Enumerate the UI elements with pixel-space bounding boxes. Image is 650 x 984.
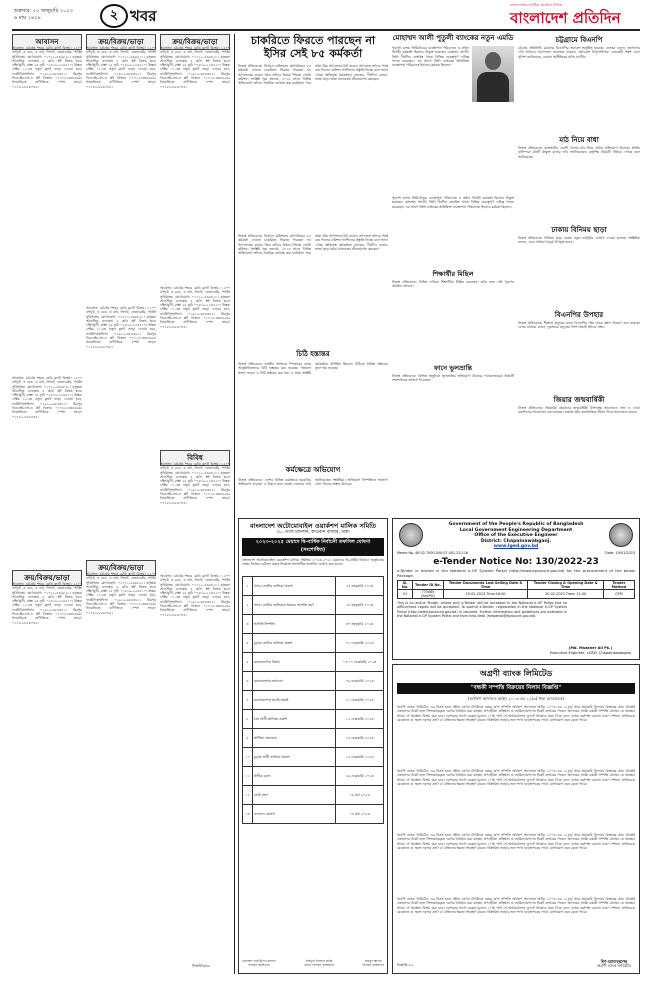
table-cell: ১১ ফেব্রুয়ারি ২০২৩ <box>336 691 384 710</box>
bank-ref: বিজ্ঞপ্তি-৫২ <box>397 963 414 967</box>
lged-tender-table <box>397 580 635 599</box>
table-cell: ০৫-০৭ ফেব্রুয়ারি ২০২৩ <box>336 653 384 672</box>
table-row <box>243 729 384 748</box>
bank-signer: উপ-মহাব্যবস্থাপক <box>600 958 628 964</box>
classified-col-2c: আবাসন: চট্টগ্রাম শহরে রেডি ফ্ল্যাট বিক্রয়। ১২০০ বর্গফুট, ৩ বেড, ৩ বাথ, লিফট, জেনারেটর, পার্কিং সুবিধাসহ। যোগাযোগ: ০১৭১১-৫৪৬৮২১। বসুন্ধরা আবাসিক এলাকায় ৫ কাঠা প্লট বিক্রয় হবে। দক্ষিণমুখী, রাস্তা ২৫ ফুট। ০১৮১৯-২২৪৫১০। উত্তরা সেক্টর ১১-তে নতুন ফ্ল্যাট ভাড়া দেওয়া হবে, ফ্যামিলি/অফিস। ০১৯১২-৬৮৪৩২১। মিরপুর ডিওএইচএস-এ প্লট বিক্রয়। ০১৭১৫-৩৩৪৫৬৬। ধানমন্ডিতে বাণিজ্যিক স্পেস ভাড়া। ০১৭৫২-৮৮৯০৪৫। <box>86 572 156 615</box>
table-cell: OTM <box>603 590 634 599</box>
table-cell: ১৫ ফেব্রুয়ারি ২০২৩ <box>336 748 384 767</box>
lged-logo-right <box>609 523 633 547</box>
table-row <box>243 691 384 710</box>
classified-col-2a: আবাসন: চট্টগ্রাম শহরে রেডি ফ্ল্যাট বিক্রয়। ১২০০ বর্গফুট, ৩ বেড, ৩ বাথ, লিফট, জেনারেটর, পার্কিং সুবিধাসহ। যোগাযোগ: ০১৭১১-৫৪৬৮২১। বসুন্ধরা আবাসিক এলাকায় ৫ কাঠা প্লট বিক্রয় হবে। দক্ষিণমুখী, রাস্তা ২৫ ফুট। ০১৮১৯-২২৪৫১০। উত্তরা সেক্টর ১১-তে নতুন ফ্ল্যাট ভাড়া দেওয়া হবে, ফ্যামিলি/অফিস। ০১৯১২-৬৮৪৩২১। মিরপুর ডিওএইচএস-এ প্লট বিক্রয়। ০১৭১৫-৩৩৪৫৬৬। ধানমন্ডিতে বাণিজ্যিক স্পেস ভাড়া। ০১৭৫২-৮৮৯০৪৫। <box>86 46 156 89</box>
table-cell: ৪ <box>243 634 253 653</box>
table-row <box>243 767 384 786</box>
table-header-row <box>398 581 635 590</box>
table-cell: ২৫ জানুয়ারি ২০২৩ <box>336 577 384 596</box>
association-title-1: বাংলাদেশ অটোমোবাইল ওয়ার্কশপ মালিক সমিতি <box>249 522 376 530</box>
table-header: Tender ID No. <box>413 581 443 590</box>
table-cell: প্রার্থিতা প্রত্যাহার <box>252 729 335 748</box>
table-cell: ১২ <box>243 786 253 805</box>
mid-story-1-head: শিক্ষার্থীর মিছিল <box>432 270 474 278</box>
right-story-2-head: মাঠ নিয়ে বাধা <box>559 136 599 144</box>
table-cell: প্রতীক বরাদ্দ <box>252 767 335 786</box>
table-cell: ১১ <box>243 767 253 786</box>
page-number-badge: ২ <box>100 4 128 28</box>
main-story-body: নিজস্ব প্রতিবেদক: নির্বাচন কমিশনের মাঠপর্যায়ের ৮৫ কর্মকর্তা এখনো চাকরিতে ফিরতে পারছেন না। আদালতের রায়ের পরও তাঁদের বিষয়ে সিদ্ধান্ত দেয়নি কমিশন। সংশ্লিষ্ট সূত্র জানায়, ২০১৮ সালে বিভিন্ন অভিযোগে তাঁদের সাময়িক বরখাস্ত করা হয়েছিল। পরে তাঁরা উচ্চ আদালতে রিট করেন। আদালত তাঁদের পক্ষে রায় দিলেও কমিশন আপিলের প্রস্তুতি নিচ্ছে বলে জানা গেছে। ক্ষতিগ্রস্ত কর্মকর্তারা বলছেন, দীর্ঘদিন বেতন-ভাতা ছাড়া তাঁরা মানবেতর জীবনযাপন করছেন। <box>238 64 388 86</box>
profile-photo <box>472 46 514 102</box>
table-cell: 20-02-2023 Time: 11:00 <box>528 590 603 599</box>
table-cell: আপত্তি নিষ্পত্তি <box>252 615 335 634</box>
table-row <box>243 596 384 615</box>
bank-subtitle-2: (অর্থঋণ আদালত আইন ২০০৩ এর ১২(৩) ধারা মোতাবেক) <box>468 696 564 701</box>
table-row <box>243 672 384 691</box>
right-story-3-body: নিজস্ব প্রতিবেদক: বিনিময় ছাড়া ঢাকায় নতুন কর্মসূচির ঘোষণা দেওয়া হয়েছে। সংশ্লিষ্টরা বলেন, এতে সাধারণ মানুষ উপকৃত হবেন। <box>518 236 640 245</box>
right-story-1-head: চট্টগ্রামে বিএনপি <box>555 36 603 44</box>
table-row <box>243 615 384 634</box>
table-cell: ৮ <box>243 710 253 729</box>
table-cell: ৬ <box>243 672 253 691</box>
bank-body-3: অগ্রণী ব্যাংক লিমিটেড এর নিকট হতে গৃহীত ঋণের বিপরীতে বন্ধক রাখা সম্পত্তি অর্থঋণ আদালত আইন ২০০৩ এর ১২(৩) ধারা অনুযায়ী নিলামে বিক্রয়ের জন্য আগ্রহী ক্রেতাদের নিকট হতে সিলমোহরকৃত দরপত্র আহ্বান করা যাচ্ছে। ঋণগ্রহীতা প্রতিষ্ঠান ও জামিনদারগণের নিকট ব্যাংকের পাওনা আদায়ের লক্ষ্যে বন্ধকী সম্পত্তি যেখানে যে অবস্থায় আছে সে অবস্থায় বিক্রয় করা হবে। দরপত্রের সাথে দরকৃত মূল্যের ১০% অর্থ পে-অর্ডার/ব্যাংক ড্রাফট আকারে জমা দিতে হবে। ব্যাংক কর্তৃপক্ষ কোনো কারণ দর্শানো ব্যতিরেকে যেকোনো বা সকল দরপত্র গ্রহণ বা বাতিলের ক্ষমতা সংরক্ষণ করেন। বিস্তারিত তথ্যের জন্য শাখা ব্যবস্থাপকের সাথে যোগাযোগ করা যেতে পারে। <box>397 833 635 850</box>
masthead-rule <box>12 29 640 31</box>
association-schedule-table <box>242 576 384 824</box>
association-sig-1: মোহাম্মদ সফিউদ্দিন রহমান <box>242 959 276 963</box>
table-cell: ৫ <box>243 653 253 672</box>
table-cell: 775465 (SecPIII) <box>413 590 443 599</box>
lged-line-2: Local Government Engineering Department <box>459 527 573 533</box>
association-sig-3-title: নির্বাচন কমিশনার <box>362 963 384 967</box>
right-story-5-body: নিজস্ব প্রতিবেদক: জিয়াউর রহমানের জন্মবার্ষিকী উপলক্ষে আলোচনা সভা ও দোয়া মাহফিলের আয়োজন করা হয়েছে। বক্তারা তাঁর রাজনৈতিক জীবন নিয়ে আলোচনা করেন। <box>518 406 640 415</box>
main-story-body-cont: নিজস্ব প্রতিবেদক: নির্বাচন কমিশনের মাঠপর্যায়ের ৮৫ কর্মকর্তা এখনো চাকরিতে ফিরতে পারছেন না। আদালতের রায়ের পরও তাঁদের বিষয়ে সিদ্ধান্ত দেয়নি কমিশন। সংশ্লিষ্ট সূত্র জানায়, ২০১৮ সালে বিভিন্ন অভিযোগে তাঁদের সাময়িক বরখাস্ত করা হয়েছিল। পরে তাঁরা উচ্চ আদালতে রিট করেন। আদালত তাঁদের পক্ষে রায় দিলেও কমিশন আপিলের প্রস্তুতি নিচ্ছে বলে জানা গেছে। ক্ষতিগ্রস্ত কর্মকর্তারা বলছেন, দীর্ঘদিন বেতন-ভাতা ছাড়া তাঁরা মানবেতর জীবনযাপন করছেন। <box>238 234 388 256</box>
classified-col-3c: আবাসন: চট্টগ্রাম শহরে রেডি ফ্ল্যাট বিক্রয়। ১২০০ বর্গফুট, ৩ বেড, ৩ বাথ, লিফট, জেনারেটর, পার্কিং সুবিধাসহ। যোগাযোগ: ০১৭১১-৫৪৬৮২১। বসুন্ধরা আবাসিক এলাকায় ৫ কাঠা প্লট বিক্রয় হবে। দক্ষিণমুখী, রাস্তা ২৫ ফুট। ০১৮১৯-২২৪৫১০। উত্তরা সেক্টর ১১-তে নতুন ফ্ল্যাট ভাড়া দেওয়া হবে, ফ্যামিলি/অফিস। ০১৯১২-৬৮৪৩২১। মিরপুর ডিওএইচএস-এ প্লট বিক্রয়। ০১৭১৫-৩৩৪৫৬৬। ধানমন্ডিতে বাণিজ্যিক স্পেস ভাড়া। ০১৭৫২-৮৮৯০৪৫। <box>160 462 230 505</box>
mid-story-2-body: নিজস্ব প্রতিবেদক: বিভিন্ন অনুষ্ঠানে ভুলভ্রান্তির অভিযোগ উঠেছে। আয়োজকেরা বিষয়টি সংশোধনের আশ্বাস দিয়েছেন। <box>392 374 514 383</box>
table-header: Tender Documents Last Selling Date & Time <box>443 581 528 590</box>
table-cell: চূড়ান্ত ভোটার তালিকা প্রকাশ <box>252 634 335 653</box>
small-story-body: নিজস্ব প্রতিবেদক: দেশের বিভিন্ন কর্মক্ষেত্রে হয়রানির অভিযোগ বাড়ছে। এ বিষয়ে দ্রুত ব্যবস্থা নেওয়ার দাবি জানিয়েছেন সংশ্লিষ্টরা। অভিযোগ নিষ্পত্তিতে আলাদা সেল গঠনের প্রস্তাব উঠেছে। <box>238 478 388 487</box>
mid-story-body: নিজস্ব প্রতিবেদক: জাতীয় সংসদের স্পিকারের কাছে আনুষ্ঠানিকভাবে চিঠি হস্তান্তর করা হয়েছে। গতকাল সংসদ ভবনে এ চিঠি হস্তান্তর করা হয়। এ সময় সংশ্লিষ্ট কর্মকর্তারা উপস্থিত ছিলেন। চিঠিতে বিভিন্ন প্রস্তাবনা তুলে ধরা হয়েছে। <box>238 362 388 375</box>
classified-col-1a: আবাসন: চট্টগ্রাম শহরে রেডি ফ্ল্যাট বিক্রয়। ১২০০ বর্গফুট, ৩ বেড, ৩ বাথ, লিফট, জেনারেটর, পার্কিং সুবিধাসহ। যোগাযোগ: ০১৭১১-৫৪৬৮২১। বসুন্ধরা আবাসিক এলাকায় ৫ কাঠা প্লট বিক্রয় হবে। দক্ষিণমুখী, রাস্তা ২৫ ফুট। ০১৮১৯-২২৪৫১০। উত্তরা সেক্টর ১১-তে নতুন ফ্ল্যাট ভাড়া দেওয়া হবে, ফ্যামিলি/অফিস। ০১৯১২-৬৮৪৩২১। মিরপুর ডিওএইচএস-এ প্লট বিক্রয়। ০১৭১৫-৩৩৪৫৬৬। ধানমন্ডিতে বাণিজ্যিক স্পেস ভাড়া। ০১৭৫২-৮৮৯০৪৫। <box>12 46 82 89</box>
table-cell: ৯ <box>243 729 253 748</box>
lged-intro: e-Tender is invited in the National e-GP System Portal (http://www.eprocure.gov.bd) for the procurement of the below Package. <box>397 568 635 578</box>
profile-column <box>392 34 514 514</box>
profile-headline: মোহাম্মদ আলী পুতুলী ব্যাংকের নতুন এমডি <box>392 34 514 42</box>
right-story-4-body: নিজস্ব প্রতিবেদক: শীতার্ত মানুষের মাঝে বিএনপির পক্ষ থেকে কম্বল বিতরণ করা হয়েছে। দলের নেতারা বলেন, দুঃসময়ে মানুষের পাশে থাকাই তাঁদের লক্ষ্য। <box>518 321 640 330</box>
association-sig-1-title: নির্বাচন কমিশনার <box>248 963 270 967</box>
table-row <box>243 577 384 596</box>
lged-signer: (Md. Mazaher Ali Pk.) <box>568 646 613 651</box>
table-row <box>398 590 635 599</box>
lged-line-1: Government of the People's Republic of Bangladesh <box>448 522 584 527</box>
classified-head-4: ক্রয়/বিক্রয়/ভাড়া <box>12 570 82 586</box>
lged-line-3: Office of the Executive Engineer <box>474 533 558 539</box>
table-cell: মনোনয়নপত্র জমাদান <box>252 672 335 691</box>
table-cell: 19-02-2023 Time:16:00 <box>443 590 528 599</box>
classified-col-2b: আবাসন: চট্টগ্রাম শহরে রেডি ফ্ল্যাট বিক্রয়। ১২০০ বর্গফুট, ৩ বেড, ৩ বাথ, লিফট, জেনারেটর, পার্কিং সুবিধাসহ। যোগাযোগ: ০১৭১১-৫৪৬৮২১। বসুন্ধরা আবাসিক এলাকায় ৫ কাঠা প্লট বিক্রয় হবে। দক্ষিণমুখী, রাস্তা ২৫ ফুট। ০১৮১৯-২২৪৫১০। উত্তরা সেক্টর ১১-তে নতুন ফ্ল্যাট ভাড়া দেওয়া হবে, ফ্যামিলি/অফিস। ০১৯১২-৬৮৪৩২১। মিরপুর ডিওএইচএস-এ প্লট বিক্রয়। ০১৭১৫-৩৩৪৫৬৬। ধানমন্ডিতে বাণিজ্যিক স্পেস ভাড়া। ০১৭৫২-৮৮৯০৪৫। <box>86 306 156 349</box>
lged-title: e-Tender Notice No: 130/2022-23 <box>433 556 599 567</box>
table-cell: খসড়া ভোটার তালিকা প্রকাশ <box>252 577 335 596</box>
table-row <box>243 805 384 824</box>
table-header: Tender Closing & Opening Date & Time <box>528 581 603 590</box>
table-row <box>243 748 384 767</box>
table-row <box>243 786 384 805</box>
lged-line-4: District: Chapainawabganj. <box>480 538 552 544</box>
classified-col-3b: আবাসন: চট্টগ্রাম শহরে রেডি ফ্ল্যাট বিক্রয়। ১২০০ বর্গফুট, ৩ বেড, ৩ বাথ, লিফট, জেনারেটর, পার্কিং সুবিধাসহ। যোগাযোগ: ০১৭১১-৫৪৬৮২১। বসুন্ধরা আবাসিক এলাকায় ৫ কাঠা প্লট বিক্রয় হবে। দক্ষিণমুখী, রাস্তা ২৫ ফুট। ০১৮১৯-২২৪৫১০। উত্তরা সেক্টর ১১-তে নতুন ফ্ল্যাট ভাড়া দেওয়া হবে, ফ্যামিলি/অফিস। ০১৯১২-৬৮৪৩২১। মিরপুর ডিওএইচএস-এ প্লট বিক্রয়। ০১৭১৫-৩৩৪৫৬৬। ধানমন্ডিতে বাণিজ্যিক স্পেস ভাড়া। ০১৭৫২-৮৮৯০৪৫। <box>160 286 230 329</box>
bank-body: অগ্রণী ব্যাংক লিমিটেড এর নিকট হতে গৃহীত ঋণের বিপরীতে বন্ধক রাখা সম্পত্তি অর্থঋণ আদালত আইন ২০০৩ এর ১২(৩) ধারা অনুযায়ী নিলামে বিক্রয়ের জন্য আগ্রহী ক্রেতাদের নিকট হতে সিলমোহরকৃত দরপত্র আহ্বান করা যাচ্ছে। ঋণগ্রহীতা প্রতিষ্ঠান ও জামিনদারগণের নিকট ব্যাংকের পাওনা আদায়ের লক্ষ্যে বন্ধকী সম্পত্তি যেখানে যে অবস্থায় আছে সে অবস্থায় বিক্রয় করা হবে। দরপত্রের সাথে দরকৃত মূল্যের ১০% অর্থ পে-অর্ডার/ব্যাংক ড্রাফট আকারে জমা দিতে হবে। ব্যাংক কর্তৃপক্ষ কোনো কারণ দর্শানো ব্যতিরেকে যেকোনো বা সকল দরপত্র গ্রহণ বা বাতিলের ক্ষমতা সংরক্ষণ করেন। বিস্তারিত তথ্যের জন্য শাখা ব্যবস্থাপকের সাথে যোগাযোগ করা যেতে পারে। <box>397 705 635 722</box>
table-cell: ১ <box>243 577 253 596</box>
table-cell: খসড়া ভোটার তালিকার বিরুদ্ধে আপত্তি গ্রহণ <box>252 596 335 615</box>
association-title-3: ২০২৩-২০২৫ মেয়াদে দ্বি-বার্ষিক নির্বাচনী তফসিল ঘোষণা (সংশোধিত) <box>242 538 384 556</box>
classified-head-3: ক্রয়/বিক্রয়/ভাড়া <box>160 34 230 50</box>
classified-head-1: আবাসন <box>12 34 82 50</box>
classified-head-5: ক্রয়/বিক্রয়/ভাড়া <box>86 560 156 576</box>
table-cell: 01 <box>398 590 413 599</box>
headline-main: চাকরিতে ফিরতে পারছেন না ইসির সেই ৮৫ কর্মকর্তা <box>250 34 376 60</box>
association-sig-2-title: প্রধান নির্বাচন কমিশনার <box>304 963 334 967</box>
bank-body-4: অগ্রণী ব্যাংক লিমিটেড এর নিকট হতে গৃহীত ঋণের বিপরীতে বন্ধক রাখা সম্পত্তি অর্থঋণ আদালত আইন ২০০৩ এর ১২(৩) ধারা অনুযায়ী নিলামে বিক্রয়ের জন্য আগ্রহী ক্রেতাদের নিকট হতে সিলমোহরকৃত দরপত্র আহ্বান করা যাচ্ছে। ঋণগ্রহীতা প্রতিষ্ঠান ও জামিনদারগণের নিকট ব্যাংকের পাওনা আদায়ের লক্ষ্যে বন্ধকী সম্পত্তি যেখানে যে অবস্থায় আছে সে অবস্থায় বিক্রয় করা হবে। দরপত্রের সাথে দরকৃত মূল্যের ১০% অর্থ পে-অর্ডার/ব্যাংক ড্রাফট আকারে জমা দিতে হবে। ব্যাংক কর্তৃপক্ষ কোনো কারণ দর্শানো ব্যতিরেকে যেকোনো বা সকল দরপত্র গ্রহণ বা বাতিলের ক্ষমতা সংরক্ষণ করেন। বিস্তারিত তথ্যের জন্য শাখা ব্যবস্থাপকের সাথে যোগাযোগ করা যেতে পারে। <box>397 897 635 914</box>
lged-logo <box>399 523 423 547</box>
association-notice <box>238 518 388 974</box>
table-cell: ফলাফল ঘোষণা <box>252 805 335 824</box>
association-title-2: ২৮, তাজ ম্যানশন, কাওরান বাজার, ঢাকা <box>276 530 350 535</box>
table-header: Tender Method <box>603 581 634 590</box>
table-cell: ১৪ ফেব্রুয়ারি ২০২৩ <box>336 729 384 748</box>
association-sig-3: মাহবুব আলম <box>364 959 382 963</box>
table-row <box>243 710 384 729</box>
lged-tender-notice <box>392 518 640 660</box>
table-cell: ৩ <box>243 615 253 634</box>
paper-name-logo: বাংলাদেশ প্রতিদিন <box>510 9 621 27</box>
bank-title: অগ্রণী ব্যাংক লিমিটেড <box>479 669 553 678</box>
table-row <box>243 634 384 653</box>
table-cell: ১২ ফেব্রুয়ারি ২০২৩ <box>336 710 384 729</box>
table-cell: মনোনয়নপত্র বিক্রয় <box>252 653 335 672</box>
table-cell: চূড়ান্ত প্রার্থী তালিকা প্রকাশ <box>252 748 335 767</box>
table-cell: ৭ <box>243 691 253 710</box>
classified-col-1b: আবাসন: চট্টগ্রাম শহরে রেডি ফ্ল্যাট বিক্রয়। ১২০০ বর্গফুট, ৩ বেড, ৩ বাথ, লিফট, জেনারেটর, পার্কিং সুবিধাসহ। যোগাযোগ: ০১৭১১-৫৪৬৮২১। বসুন্ধরা আবাসিক এলাকায় ৫ কাঠা প্লট বিক্রয় হবে। দক্ষিণমুখী, রাস্তা ২৫ ফুট। ০১৮১৯-২২৪৫১০। উত্তরা সেক্টর ১১-তে নতুন ফ্ল্যাট ভাড়া দেওয়া হবে, ফ্যামিলি/অফিস। ০১৯১২-৬৮৪৩২১। মিরপুর ডিওএইচএস-এ প্লট বিক্রয়। ০১৭১৫-৩৩৪৫৬৬। ধানমন্ডিতে বাণিজ্যিক স্পেস ভাড়া। ০১৭৫২-৮৮৯০৪৫। <box>12 376 82 419</box>
classified-divider <box>234 34 235 974</box>
paper-tagline: বাংলাদেশের সর্বাধিক প্রচারিত দৈনিক <box>510 3 562 7</box>
right-story-4-head: বিএনপির উপহার <box>554 311 604 319</box>
table-cell: ২ <box>243 596 253 615</box>
classified-area <box>12 34 230 974</box>
table-cell: ০৪ মার্চ ২০২৩ <box>336 786 384 805</box>
table-cell: ০১ ফেব্রুয়ারি ২০২৩ <box>336 634 384 653</box>
table-cell: ১০ <box>243 748 253 767</box>
table-row <box>243 653 384 672</box>
classified-col-1c: আবাসন: চট্টগ্রাম শহরে রেডি ফ্ল্যাট বিক্রয়। ১২০০ বর্গফুট, ৩ বেড, ৩ বাথ, লিফট, জেনারেটর, পার্কিং সুবিধাসহ। যোগাযোগ: ০১৭১১-৫৪৬৮২১। বসুন্ধরা আবাসিক এলাকায় ৫ কাঠা প্লট বিক্রয় হবে। দক্ষিণমুখী, রাস্তা ২৫ ফুট। ০১৮১৯-২২৪৫১০। উত্তরা সেক্টর ১১-তে নতুন ফ্ল্যাট ভাড়া দেওয়া হবে, ফ্যামিলি/অফিস। ০১৯১২-৬৮৪৩২১। মিরপুর ডিওএইচএস-এ প্লট বিক্রয়। ০১৭১৫-৩৩৪৫৬৬। ধানমন্ডিতে বাণিজ্যিক স্পেস ভাড়া। ০১৭৫২-৮৮৯০৪৫। <box>12 582 82 625</box>
lged-footer: This is an online Tender, where only e-Tender will be accepted in the National e-GP Portal and no offline/hard copies will be accepted. To submit e-Tender, registration in the National e-GP System Portal (http://www.eprocure.gov.bd) is required. Further information and guidelines are available in the National e-GP System Portal and from help desk (helpdesk@eprocure.gov.bd). <box>397 601 567 619</box>
bank-subtitle: "বন্ধকী সম্পত্তি বিক্রয়ের নিলাম বিজ্ঞপ্তি" <box>397 683 635 694</box>
table-cell: ০৪ মার্চ ২০২৩ <box>336 805 384 824</box>
profile-body-cont: পূবালী ব্যাংক লিমিটেডের ব্যবস্থাপনা পরিচালক ও প্রধান নির্বাহী কর্মকর্তা হিসেবে নিযুক্ত হয়েছেন মোহাম্মদ আলী। তিনি দীর্ঘদিন ব্যাংকিং খাতে বিভিন্ন গুরুত্বপূর্ণ দায়িত্ব পালন করেছেন। এর আগে তিনি ব্যাংকের অতিরিক্ত ব্যবস্থাপনা পরিচালক হিসেবে কর্মরত ছিলেন। <box>392 196 514 209</box>
main-story <box>238 34 388 514</box>
classified-head-6: বিবিধ <box>160 450 230 466</box>
table-cell: ০৯ ফেব্রুয়ারি ২০২৩ <box>336 672 384 691</box>
association-sig-2: সাইফুল ইসলাম কবির <box>305 959 333 963</box>
date-line: শুক্রবার: ২০ জানুয়ারি ২০২৩ <box>14 8 73 14</box>
headline-mid: চিঠি হস্তান্তর <box>296 350 330 358</box>
table-cell: ভোট গ্রহণ <box>252 786 335 805</box>
bank-auction-notice <box>392 664 640 974</box>
classified-col-3d: আবাসন: চট্টগ্রাম শহরে রেডি ফ্ল্যাট বিক্রয়। ১২০০ বর্গফুট, ৩ বেড, ৩ বাথ, লিফট, জেনারেটর, পার্কিং সুবিধাসহ। যোগাযোগ: ০১৭১১-৫৪৬৮২১। বসুন্ধরা আবাসিক এলাকায় ৫ কাঠা প্লট বিক্রয় হবে। দক্ষিণমুখী, রাস্তা ২৫ ফুট। ০১৮১৯-২২৪৫১০। উত্তরা সেক্টর ১১-তে নতুন ফ্ল্যাট ভাড়া দেওয়া হবে, ফ্যামিলি/অফিস। ০১৯১২-৬৮৪৩২১। মিরপুর ডিওএইচএস-এ প্লট বিক্রয়। ০১৭১৫-৩৩৪৫৬৬। ধানমন্ডিতে বাণিজ্যিক স্পেস ভাড়া। ০১৭৫২-৮৮৯০৪৫। <box>160 574 230 617</box>
right-column <box>518 34 640 514</box>
lged-memo: Memo No. 46.02.7000.000.07.001.23-116 <box>397 550 469 555</box>
right-story-2-body: নিজস্ব প্রতিবেদক: রাজধানীর একটি খেলার মাঠ নিয়ে বাধার অভিযোগ উঠেছে। স্থানীয় বাসিন্দারা মাঠটি উন্মুক্ত রাখার দাবি জানিয়েছেন। কর্তৃপক্ষ বিষয়টি খতিয়ে দেখছে বলে জানিয়েছে। <box>518 146 640 159</box>
profile-body: পূবালী ব্যাংক লিমিটেডের ব্যবস্থাপনা পরিচালক ও প্রধান নির্বাহী কর্মকর্তা হিসেবে নিযুক্ত হয়েছেন মোহাম্মদ আলী। তিনি দীর্ঘদিন ব্যাংকিং খাতে বিভিন্ন গুরুত্বপূর্ণ দায়িত্ব পালন করেছেন। এর আগে তিনি ব্যাংকের অতিরিক্ত ব্যবস্থাপনা পরিচালক হিসেবে কর্মরত ছিলেন। <box>392 46 469 68</box>
right-story-1-body: চট্টগ্রাম প্রতিনিধি: চট্টগ্রামে বিএনপির সমাবেশ অনুষ্ঠিত হয়েছে। নেতারা বলেন, জনগণের দাবি আদায়ে আন্দোলন অব্যাহত থাকবে। সমাবেশে বিপুলসংখ্যক নেতাকর্মী অংশ নেন। পুলিশ জানিয়েছে, কোনো অপ্রীতিকর ঘটনা ঘটেনি। <box>518 46 640 59</box>
table-header: Sl. No. <box>398 581 413 590</box>
lged-url[interactable]: www.lged.gov.bd <box>493 544 539 550</box>
classified-head-2: ক্রয়/বিক্রয়/ভাড়া <box>86 34 156 50</box>
table-cell: ১৩ <box>243 805 253 824</box>
headline-small: কর্মক্ষেত্রে অভিযোগ <box>285 466 341 474</box>
lged-memo-date: Date: 19/01/2023 <box>605 550 635 555</box>
classified-col-3a: আবাসন: চট্টগ্রাম শহরে রেডি ফ্ল্যাট বিক্রয়। ১২০০ বর্গফুট, ৩ বেড, ৩ বাথ, লিফট, জেনারেটর, পার্কিং সুবিধাসহ। যোগাযোগ: ০১৭১১-৫৪৬৮২১। বসুন্ধরা আবাসিক এলাকায় ৫ কাঠা প্লট বিক্রয় হবে। দক্ষিণমুখী, রাস্তা ২৫ ফুট। ০১৮১৯-২২৪৫১০। উত্তরা সেক্টর ১১-তে নতুন ফ্ল্যাট ভাড়া দেওয়া হবে, ফ্যামিলি/অফিস। ০১৯১২-৬৮৪৩২১। মিরপুর ডিওএইচএস-এ প্লট বিক্রয়। ০১৭১৫-৩৩৪৫৬৬। ধানমন্ডিতে বাণিজ্যিক স্পেস ভাড়া। ০১৭৫২-৮৮৯০৪৫। <box>160 46 230 89</box>
right-story-3-head: ঢাকায় বিনিময় ছাড়া <box>551 226 607 234</box>
lged-signer-title: Executive Engineer, LGED, Chapainawabganj <box>549 650 631 655</box>
association-intro: বাংলাদেশ অটোমোবাইল ওয়ার্কশপ মালিক সমিতির ২০২৩-২০২৫ মেয়াদের দ্বি-বার্ষিক নির্বাচন অনুষ্ঠানের লক্ষ্যে নির্বাচন কমিশন কর্তৃক নিম্নোক্ত সংশোধিত তফসিল ঘোষণা করা হলো। <box>242 558 384 567</box>
mid-story-1-body: নিজস্ব প্রতিবেদক: বিভিন্ন দাবিতে শিক্ষার্থীরা মিছিল করেছেন। তাঁরা দ্রুত দাবি পূরণের আহ্বান জানান। <box>392 280 514 289</box>
ad-code: পিআইডি/৩৫ <box>192 964 211 968</box>
table-cell: ২৮ জানুয়ারি ২০২৩ <box>336 596 384 615</box>
section-label: খবর <box>130 7 157 25</box>
date-line-secondary: ৬ মাঘ ১৪২৯ <box>14 15 41 21</box>
bank-signer-2: অগ্রণী ব্যাংক লিমিটেড <box>596 963 631 969</box>
masthead <box>0 0 650 30</box>
table-cell: মনোনয়নপত্র যাচাই-বাছাই <box>252 691 335 710</box>
bank-body-2: অগ্রণী ব্যাংক লিমিটেড এর নিকট হতে গৃহীত ঋণের বিপরীতে বন্ধক রাখা সম্পত্তি অর্থঋণ আদালত আইন ২০০৩ এর ১২(৩) ধারা অনুযায়ী নিলামে বিক্রয়ের জন্য আগ্রহী ক্রেতাদের নিকট হতে সিলমোহরকৃত দরপত্র আহ্বান করা যাচ্ছে। ঋণগ্রহীতা প্রতিষ্ঠান ও জামিনদারগণের নিকট ব্যাংকের পাওনা আদায়ের লক্ষ্যে বন্ধকী সম্পত্তি যেখানে যে অবস্থায় আছে সে অবস্থায় বিক্রয় করা হবে। দরপত্রের সাথে দরকৃত মূল্যের ১০% অর্থ পে-অর্ডার/ব্যাংক ড্রাফট আকারে জমা দিতে হবে। ব্যাংক কর্তৃপক্ষ কোনো কারণ দর্শানো ব্যতিরেকে যেকোনো বা সকল দরপত্র গ্রহণ বা বাতিলের ক্ষমতা সংরক্ষণ করেন। বিস্তারিত তথ্যের জন্য শাখা ব্যবস্থাপকের সাথে যোগাযোগ করা যেতে পারে। <box>397 769 635 786</box>
table-cell: ৩০ জানুয়ারি ২০২৩ <box>336 615 384 634</box>
mid-story-2-head: ফানে ভুলভ্রান্তি <box>433 364 473 372</box>
right-story-5-head: জিয়ার জন্মবার্ষিকী <box>553 396 605 404</box>
table-cell: ১৬ ফেব্রুয়ারি ২০২৩ <box>336 767 384 786</box>
table-cell: বৈধ প্রার্থী তালিকা প্রকাশ <box>252 710 335 729</box>
